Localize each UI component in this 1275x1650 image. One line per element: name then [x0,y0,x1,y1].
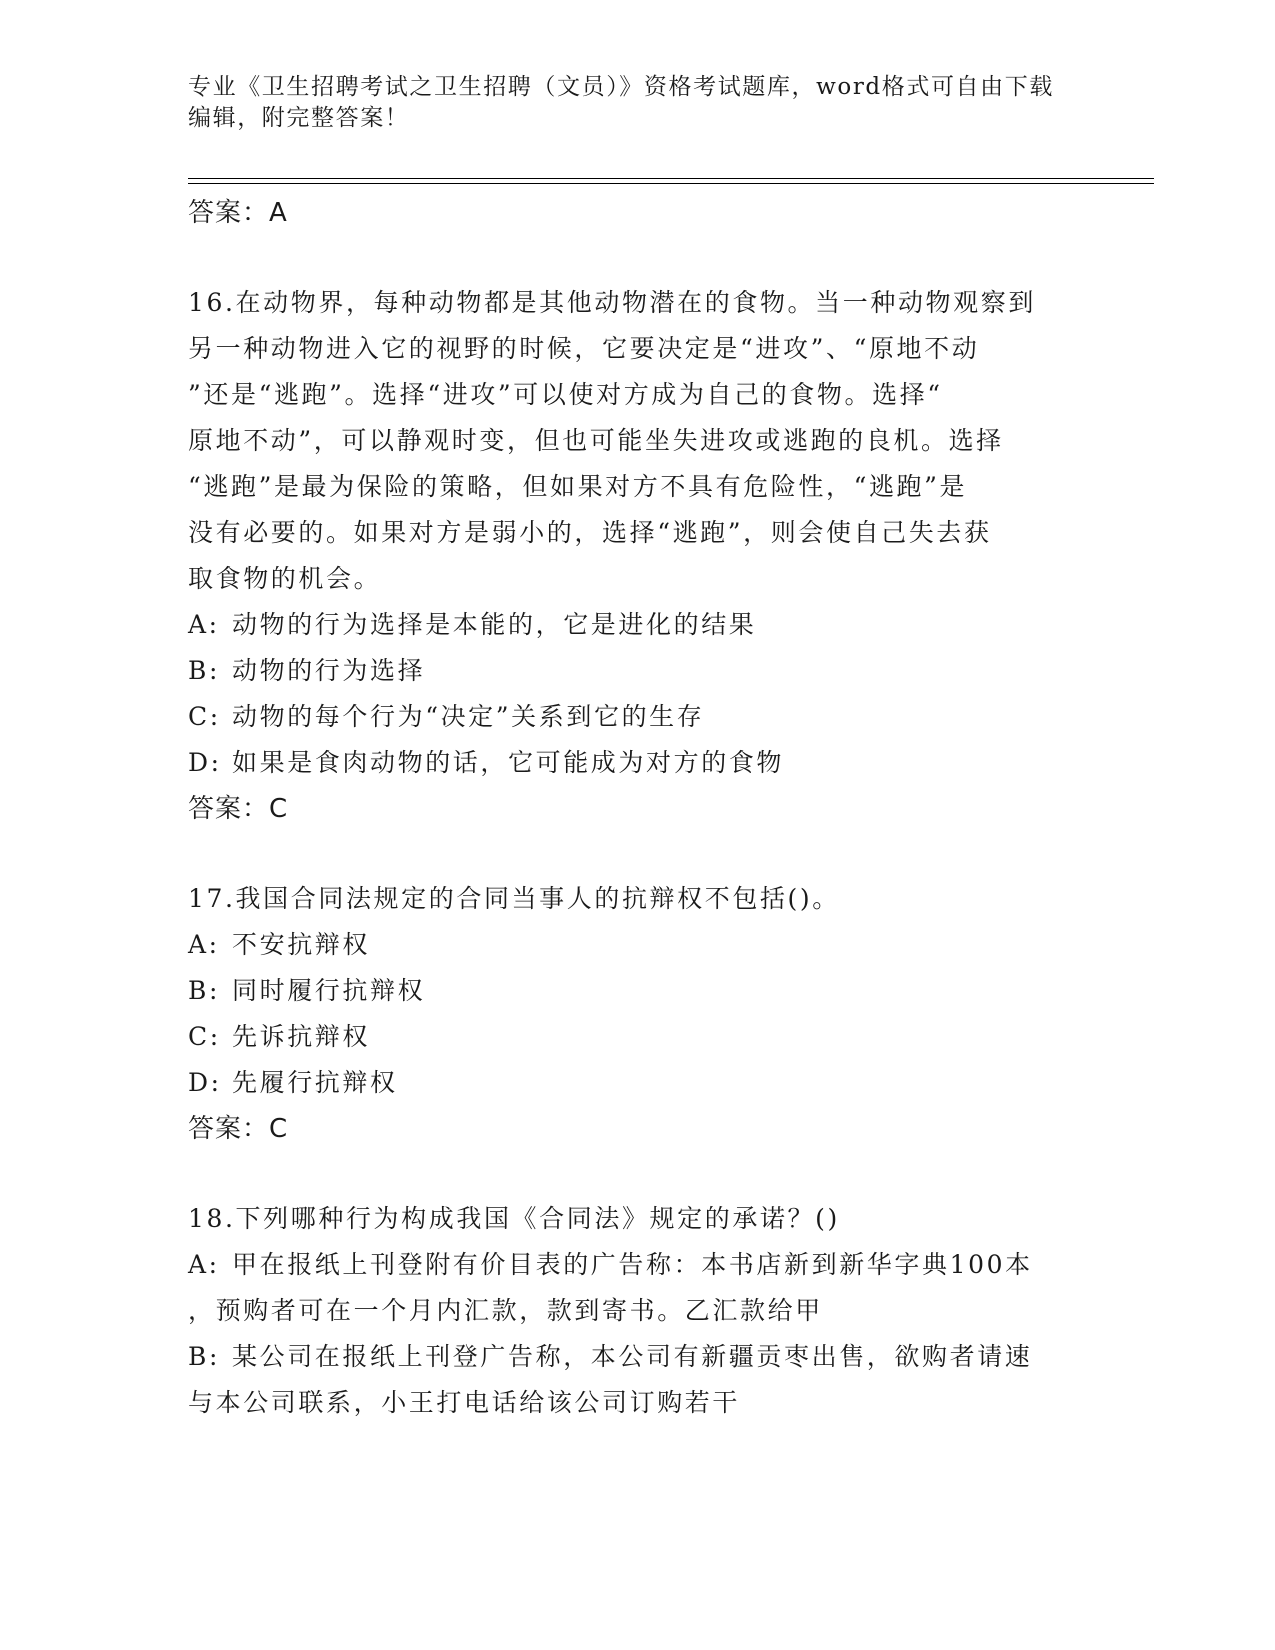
question-stem-line: 18.下列哪种行为构成我国《合同法》规定的承诺？() [188,1204,840,1233]
previous-answer: 答案：A [188,198,288,228]
option-key: A: [188,1250,220,1279]
option-text: 先诉抗辩权 [232,1022,371,1051]
option-text: 动物的行为选择是本能的，它是进化的结果 [232,610,757,639]
header-divider-top [188,178,1154,179]
option-a [188,922,1078,968]
option-b [188,648,1078,694]
answer-line: 答案：C [188,1114,289,1144]
option-a [188,1242,1078,1288]
option-text: 同时履行抗辩权 [232,976,426,1005]
option-c [188,1014,1078,1060]
question-stem-line: 另一种动物进入它的视野的时候，它要决定是“进攻”、“原地不动 [188,334,980,363]
option-key: D: [188,748,222,777]
question-16 [188,280,1078,832]
option-a-continuation: ，预购者可在一个月内汇款，款到寄书。乙汇款给甲 [188,1296,823,1325]
option-d [188,1060,1078,1106]
question-stem-line: “逃跑”是最为保险的策略，但如果对方不具有危险性，“逃跑”是 [188,472,968,501]
question-stem-line: 16.在动物界，每种动物都是其他动物潜在的食物。当一种动物观察到 [188,288,1036,317]
question-stem-line: 17.我国合同法规定的合同当事人的抗辩权不包括()。 [188,884,840,913]
document-header [188,72,1088,134]
option-text: 如果是食肉动物的话，它可能成为对方的食物 [232,748,785,777]
option-key: C: [188,702,221,731]
option-a [188,602,1078,648]
question-stem-line: ”还是“逃跑”。选择“进攻”可以使对方成为自己的食物。选择“ [188,380,943,409]
option-key: B: [188,1342,220,1371]
header-divider-bottom [188,183,1154,184]
option-text: 不安抗辩权 [232,930,371,959]
option-key: B: [188,976,220,1005]
question-stem-line: 原地不动”，可以静观时变，但也可能坐失进攻或逃跑的良机。选择 [188,426,1004,455]
answer-line: 答案：C [188,794,289,824]
option-key: D: [188,1068,222,1097]
option-key: C: [188,1022,221,1051]
option-key: B: [188,656,220,685]
option-text: 甲在报纸上刊登附有价目表的广告称：本书店新到新华字典100本 [232,1250,1033,1279]
option-key: A: [188,930,220,959]
option-text: 动物的每个行为“决定”关系到它的生存 [232,702,705,731]
option-text: 先履行抗辩权 [232,1068,398,1097]
header-line-2: 编辑，附完整答案！ [188,105,410,131]
option-b [188,968,1078,1014]
option-c [188,694,1078,740]
question-17 [188,876,1078,1152]
option-d [188,740,1078,786]
option-b-continuation: 与本公司联系，小王打电话给该公司订购若干 [188,1388,741,1417]
question-stem-line: 取食物的机会。 [188,564,382,593]
header-line-1: 专业《卫生招聘考试之卫生招聘（文员）》资格考试题库，word格式可自由下载 [188,74,1054,100]
page-content [188,190,1078,1426]
question-18 [188,1196,1078,1426]
option-b [188,1334,1078,1380]
question-stem-line: 没有必要的。如果对方是弱小的，选择“逃跑”，则会使自己失去获 [188,518,992,547]
option-text: 某公司在报纸上刊登广告称，本公司有新疆贡枣出售，欲购者请速 [232,1342,1033,1371]
option-text: 动物的行为选择 [232,656,426,685]
option-key: A: [188,610,220,639]
